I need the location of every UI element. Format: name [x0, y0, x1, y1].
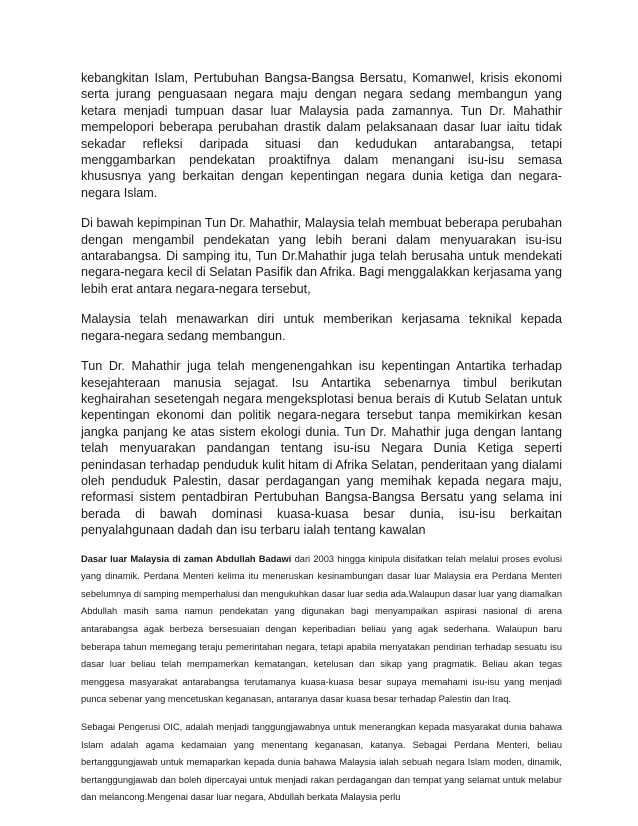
paragraph-mahathir-changes: Di bawah kepimpinan Tun Dr. Mahathir, Malaysia telah membuat beberapa perubahan dengan mengambil pendekatan yang lebih berani dalam menyuarakan isu-isu antarabangsa. Di samping itu, Tun Dr.Mahathir juga telah berusaha untuk mendekati negara-negara kecil di Selatan Pasifik dan Afrika. Bagi menggalakkan kerjasama yang lebih erat antara negara-negara tersebut, — [81, 216, 562, 296]
paragraph-foreign-policy-focus: kebangkitan Islam, Pertubuhan Bangsa-Bangsa Bersatu, Komanwel, krisis ekonomi serta jurang penguasaan negara maju dengan negara sedang membangun yang ketara menjadi tumpuan dasar luar Malaysia pada zamannya. Tun Dr. Mahathir mempelopori beberapa perubahan drastik dalam pelaksanaan dasar luar iaitu tidak sekadar refleksi daripada situasi dan kedudukan antarabangsa, tetapi menggambarkan pendekatan proaktifnya dalam menangani isu-isu semasa khususnya yang berkaitan dengan kepentingan negara dunia ketiga dan negara-negara Islam. — [81, 71, 562, 200]
paragraph-antarctica-issue: Tun Dr. Mahathir juga telah mengenengahkan isu kepentingan Antartika terhadap kesejahteraan manusia sejagat. Isu Antartika sebenarnya timbul berikutan keghairahan sesetengah negara mengeksplotasi benua berais di Kutub Selatan untuk kepentingan ekonomi dan politik negara-negara tersebut tanpa memikirkan kesan jangka panjang ke atas sistem ekologi dunia. Tun Dr. Mahathir juga dengan lantang telah menyuarakan pandangan tentang isu-isu Negara Dunia Ketiga seperti penindasan terhadap penduduk kulit hitam di Afrika Selatan, penderitaan yang dialami oleh penduduk Palestin, dasar perdagangan yang memihak kepada negara maju, reformasi sistem pentadbiran Pertubuhan Bangsa-Bangsa Bersatu yang selama ini berada di bawah dominasi kuasa-kuasa besar dunia, isu-isu berkaitan penyalahgunaan dadah dan isu terbaru ialah tentang kawalan — [81, 359, 562, 538]
paragraph-technical-cooperation: Malaysia telah menawarkan diri untuk memberikan kerjasama teknikal kepada negara-negara sedang membangun. — [81, 312, 562, 343]
badawi-body-text: dari 2003 hingga kinipula disifatkan telah melalui proses evolusi yang dinamik. Perdana Menteri kelima itu meneruskan kesinambungan dasar luar Malaysia era Perdana Menteri sebelumnya di samping memperhalusi dan mengukuhkan dasar luar sedia ada.Walaupun dasar luar yang diamalkan Abdullah masih sama namun pendekatan yang digunakan bagi menyampaikan aspirasi nasional di arena antarabangsa agak berbeza bersesuaian dengan keperibadian beliau yang agak sederhana. Walaupun baru beberapa tahun memegang teraju pemerintahan negara, tetapi apabila menyatakan pendirian terhadap sesuatu isu dasar luar beliau telah mempamerkan kematangan, ketelusan dan sikap yang pragmatik. Beliau akan tegas menggesa masyarakat antarabangsa terutamanya kuasa-kuasa besar supaya memahami isu-isu yang menjadi punca sebenar yang mencetuskan keganasan, antaranya dasar kuasa besar terhadap Palestin dan Iraq. — [81, 553, 563, 705]
document-body — [81, 70, 562, 807]
paragraph-badawi-foreign-policy — [81, 551, 562, 709]
paragraph-oic-chairman: Sebagai Pengerusi OIC, adalah menjadi tanggungjawabnya untuk menerangkan kepada masyarakat dunia bahawa Islam adalah agama kedamaian yang menentang keganasan, katanya. Sebagai Perdana Menteri, beliau bertanggungjawab untuk memaparkan kepada dunia bahawa Malaysia ialah sebuah negara Islam moden, dinamik, bertanggungjawab dan boleh dipercayai untuk menjadi rakan perdagangan dan tempat yang selamat untuk melabur dan melancong.Mengenai dasar luar negara, Abdullah berkata Malaysia perlu — [81, 721, 562, 803]
badawi-lead-text: Dasar luar Malaysia di zaman Abdullah Badawi — [81, 553, 292, 564]
